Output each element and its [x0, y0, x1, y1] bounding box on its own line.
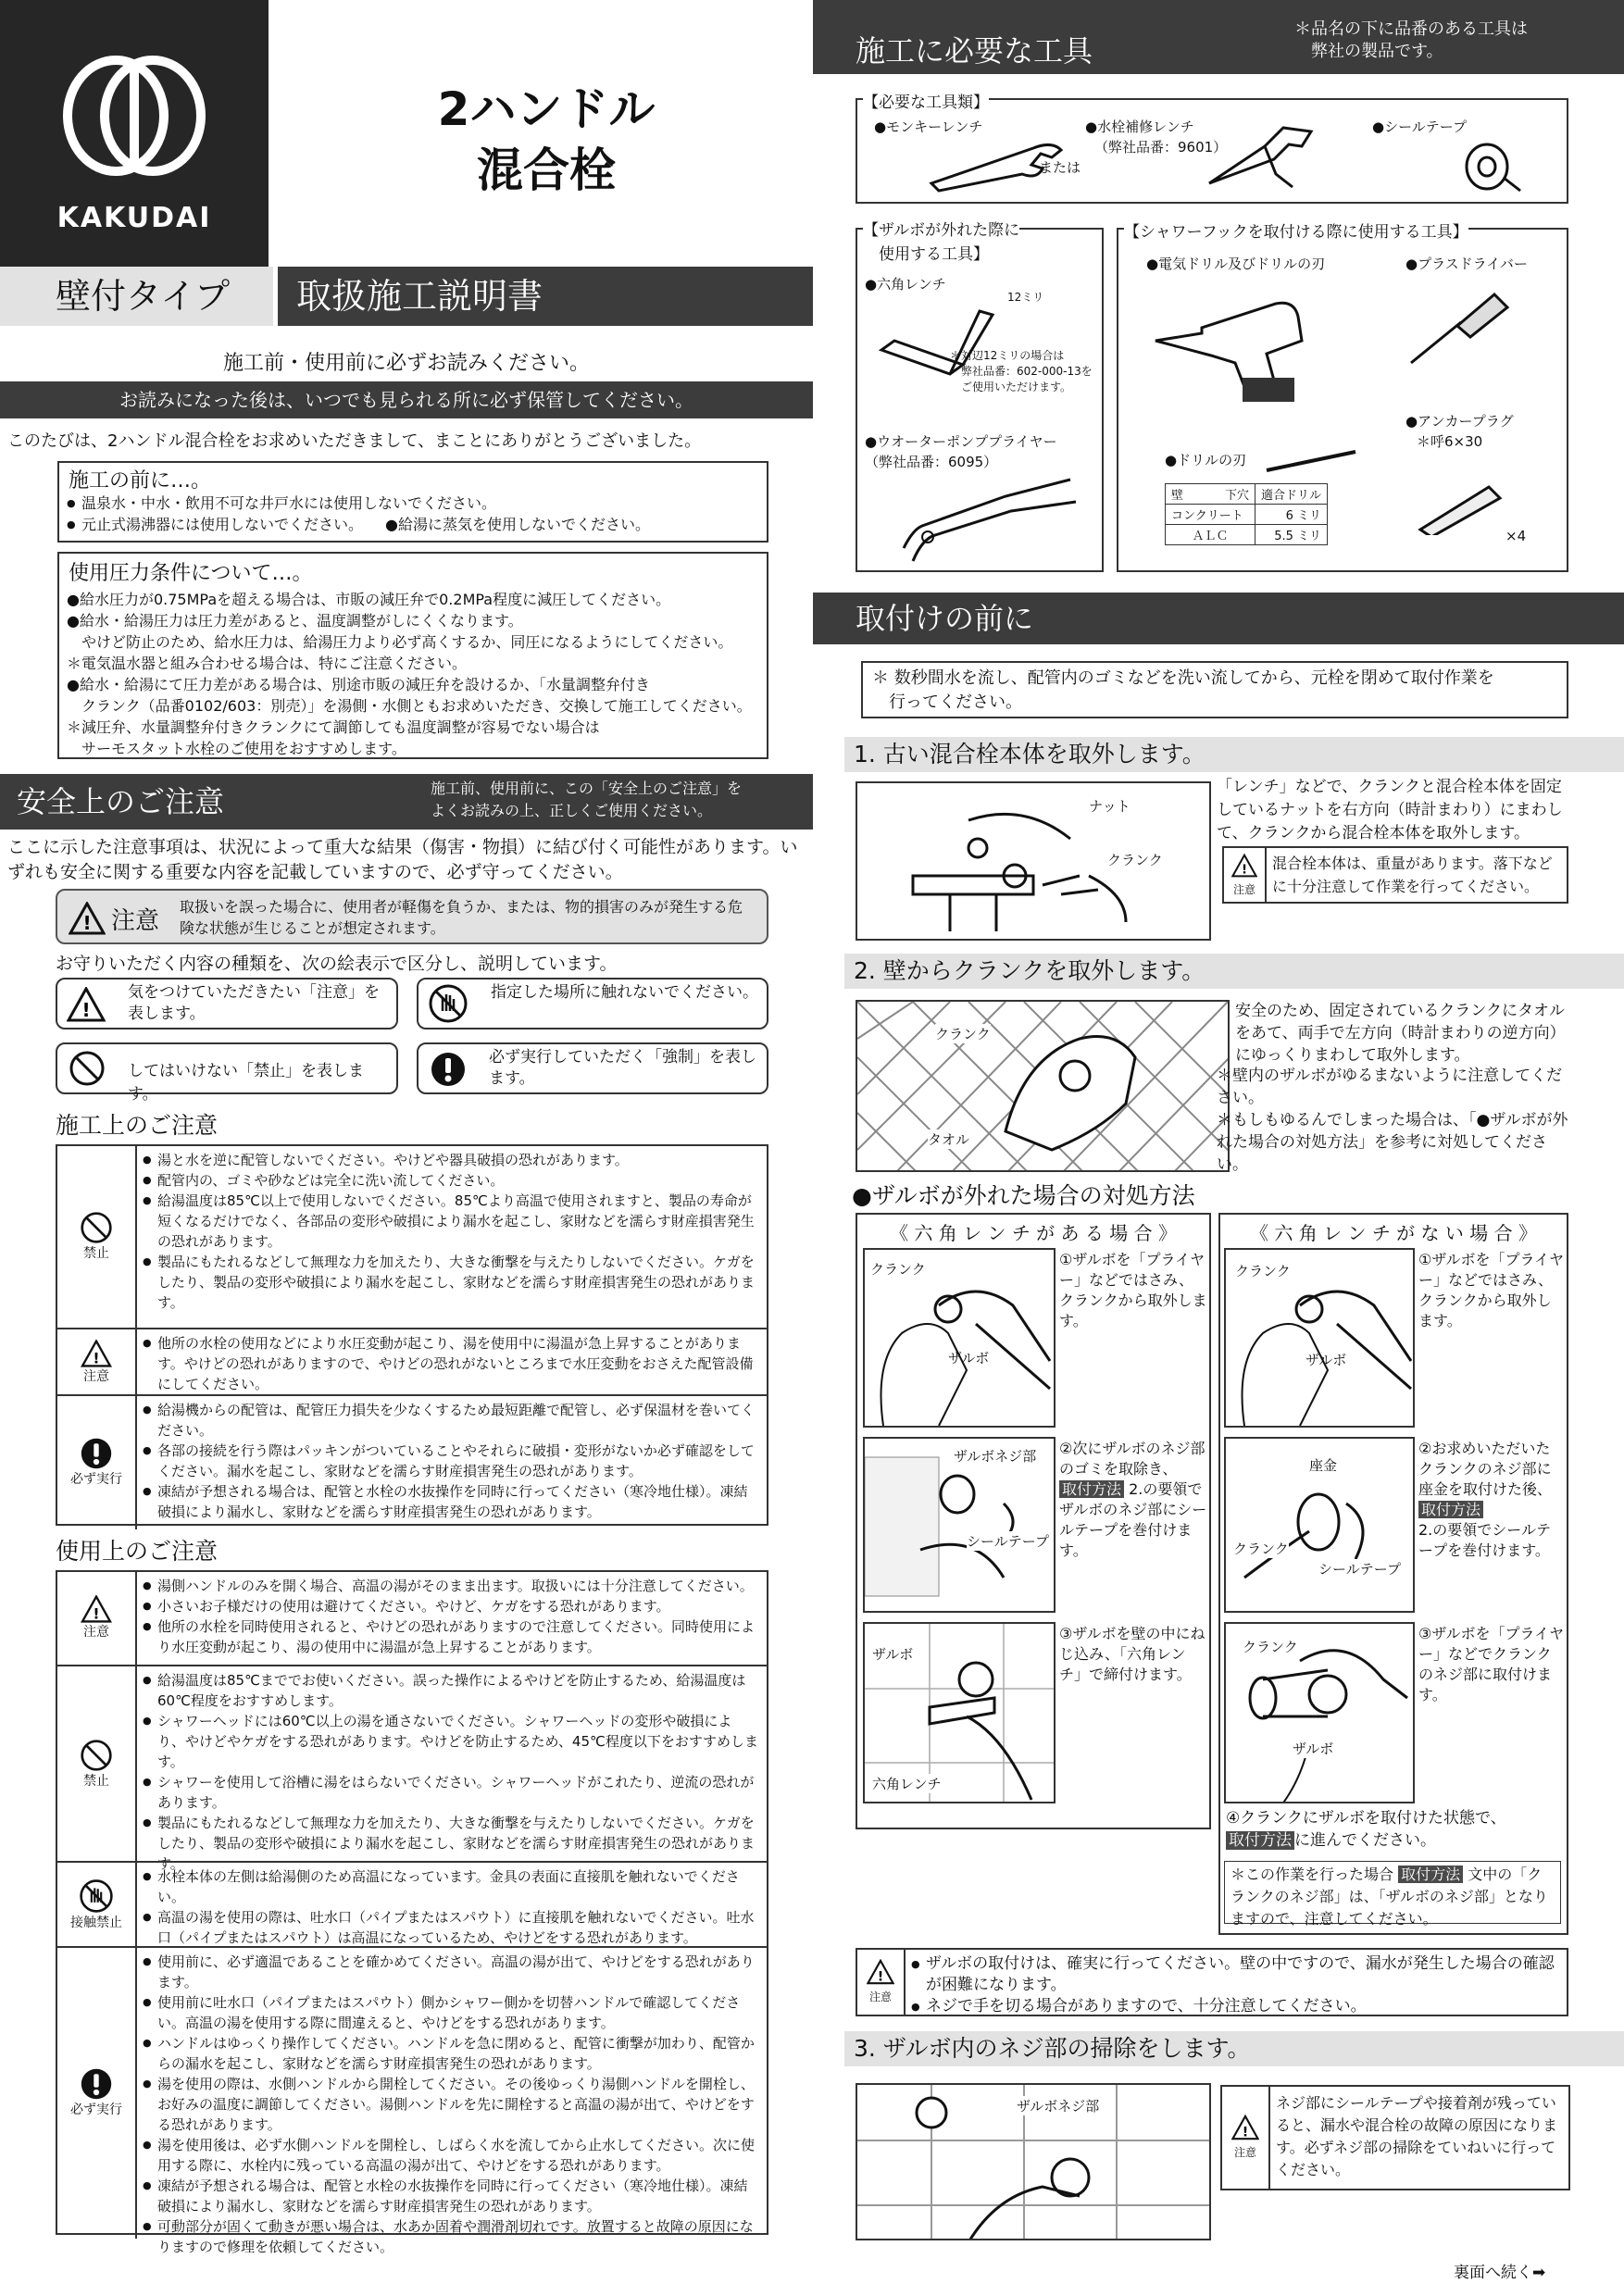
hex-wrench-note: ＊対辺12ミリの場合は 弊社品番：602-000-13を ご使用いただけます。: [950, 349, 1093, 393]
svg-text:!: !: [1241, 863, 1248, 878]
step2-note: ＊もしもゆるんでしまった場合は、「●ザルボが外れた場合の対処方法」を参考に対処してください。: [1217, 1111, 1568, 1174]
step-text: に進んでください。: [1294, 1831, 1436, 1850]
no-touch-icon: [428, 983, 468, 1024]
install-row-list: [143, 1150, 759, 1313]
zarubo-right-figure1: [1224, 1248, 1415, 1428]
caution-icon-cell: [1224, 848, 1267, 902]
warning-triangle-icon: [867, 1959, 894, 1985]
legend-mandatory: [417, 1042, 768, 1094]
thanks-text: このたびは、2ハンドル混合栓をお求めいただきまして、まことにありがとうございました。: [7, 431, 702, 451]
note-item: ● 湯を使用後は、必ず水側ハンドルを開栓し、しばらく水を流してから止水してください。次に使用する際に、水栓内に残っている高温の湯が出て、やけどをする恐れがあります。: [143, 2135, 759, 2176]
before-install-item: [67, 514, 650, 535]
monkey-wrench-label: ●モンキーレンチ: [874, 119, 983, 135]
table-cell: 6 ミリ: [1255, 505, 1328, 525]
note-item: ● 製品にもたれるなどして無理な力を加えたり、大きな衝撃を与えたりしないでください。ケガをしたり、製品の変形や破損により漏水を起こし、家財などを濡らす財産損害発生の恐れがあります。: [143, 1252, 759, 1313]
usage-row-list: [143, 1576, 759, 1657]
brand-logo: [0, 0, 269, 267]
note-item: ● 製品にもたれるなどして無理な力を加えたり、大きな衝撃を与えたりしないでください。ケガをしたり、製品の変形や破損により漏水を起こし、家財などを濡らす財産損害発生の恐れがあります。: [143, 1813, 759, 1874]
before-mount-note-box: [861, 661, 1568, 718]
zarubo-label: ザルボ: [1305, 1352, 1347, 1368]
install-row-icon-cell: [57, 1329, 137, 1396]
zarubo-title: ●ザルボが外れた場合の対処方法: [852, 1182, 1195, 1209]
required-tools-title: 【必要な工具類】: [863, 89, 989, 112]
pressure-line: やけど防止のため、給水圧力は、給湯圧力より必ず高くするか、同圧になるようにしてください。: [67, 633, 733, 651]
step2-title: 2. 壁からクランクを取外します。: [844, 954, 1624, 989]
tools-title: 施工に必要な工具: [856, 33, 1093, 69]
water-pump-plier-label: ●ウオーターポンププライヤー: [865, 433, 1057, 450]
step2-figure: [856, 1000, 1230, 1172]
legend-no-touch: [417, 978, 768, 1029]
note-item: ● ハンドルはゆっくり操作してください。ハンドルを急に閉めると、配管に衝撃が加わり、配管からの漏水を起こし、家財などを濡らす財産損害発生の恐れがあります。: [143, 2033, 759, 2074]
legend-mandatory-text: 必ず実行していただく「強制」を表します。: [489, 1048, 756, 1088]
note-item: ● 湯を使用の際は、水側ハンドルから開栓してください。その後ゆっくり湯側ハンドルを開栓し、お好みの温度に調節してください。湯側ハンドルを先に開栓すると高温の湯が出て、やけどをする恐れがあります。: [143, 2074, 759, 2135]
note-text: ＊この作業を行った場合: [1230, 1866, 1394, 1883]
hex-wrench-label: 六角レンチ: [872, 1776, 942, 1792]
prohibited-icon: [80, 1739, 113, 1772]
anchor-plug-qty: ×4: [1505, 528, 1527, 544]
zarubo-right-title: 《 六 角 レ ン チ が な い 場 合 》: [1250, 1222, 1537, 1244]
legend-intro: お守りいただく内容の種類を、次の絵表示で区分し、説明しています。: [56, 954, 618, 974]
usage-row-icon-cell: [57, 1666, 137, 1863]
required-tools-box: [856, 94, 1568, 204]
zarubo-right-step3: ③ザルボを「プライヤー」などでクランクのネジ部に取付けます。: [1418, 1625, 1565, 1703]
note-item: ● 湯側ハンドルのみを開く場合、高温の湯がそのまま出ます。取扱いには十分注意してください。: [143, 1576, 759, 1596]
zarubo-right-figure2: [1224, 1437, 1415, 1613]
safety-side-note: 施工前、使用前に、この「安全上のご注意」を よくお読みの上、正しくご使用ください。: [431, 780, 743, 819]
nut-label: ナット: [1089, 798, 1131, 815]
note-item: ● 他所の水栓の使用などにより水圧変動が起こり、湯を使用中に湯温が急上昇することがあります。やけどの恐れがありますので、やけどの恐れがないところまで水圧変動をおさえた配管設備にしてください。: [143, 1333, 759, 1394]
table-cell: 5.5 ミリ: [1255, 525, 1328, 545]
note-item: ● シャワーヘッドには60℃以上の湯を通さないでください。シャワーヘッドの変形や破損により、やけどやケガをする恐れがあります。やけどを防止するため、45℃程度以下をおすすめします。: [143, 1711, 759, 1772]
install-method-badge: 取付方法: [1398, 1866, 1463, 1883]
install-row-icon-cell: [57, 1396, 137, 1529]
usage-row-list: [143, 1866, 759, 1948]
icon-label: 注意: [83, 1624, 109, 1640]
install-row: [57, 1394, 767, 1529]
safety-title-bar: [0, 774, 813, 830]
before-mount-note: ＊ 数秒間水を流し、配管内のゴミなどを洗い流してから、元栓を閉めて取付作業を 行ってください。: [872, 668, 1494, 712]
crank-label: クランク: [1107, 852, 1163, 868]
install-method-badge: 取付方法: [1418, 1501, 1483, 1518]
keep-notice: お読みになった後は、いつでも見られる所に必ず保管してください。: [0, 381, 813, 418]
pressure-title: 使用圧力条件について…。: [69, 562, 313, 585]
note-item: ● 湯と水を逆に配管しないでください。やけどや器具破損の恐れがあります。: [143, 1150, 759, 1170]
step-text: ④クランクにザルボを取付けた状態で、: [1226, 1809, 1506, 1828]
svg-text:!: !: [81, 999, 91, 1021]
usage-row: [57, 1946, 767, 2255]
brand-name: KAKUDAI: [56, 202, 212, 234]
table-cell: コンクリート: [1166, 505, 1255, 525]
caution-definition-text: 取扱いを誤った場合に、使用者が軽傷を負うか、または、物的損害のみが発生する危険な状態が生じることが想定されます。: [180, 898, 743, 937]
crank-label: クランク: [870, 1261, 926, 1278]
legend-prohibit: [56, 1042, 398, 1104]
product-title: [278, 79, 815, 201]
icon-label: 禁止: [83, 1773, 109, 1789]
shower-tools-title: 【シャワーフックを取付ける際に使用する工具】: [1124, 218, 1468, 242]
install-method-badge: 取付方法: [1226, 1831, 1294, 1850]
install-row-list: [143, 1400, 759, 1522]
zarubo-tools-box: [856, 221, 1104, 572]
step-text: 2.の要領でシールテープを巻付けます。: [1418, 1521, 1551, 1559]
zarubo-left-step1: ①ザルボを「プライヤー」などではさみ、クランクから取外します。: [1059, 1251, 1207, 1329]
manual-label: 取扱施工説明書: [278, 267, 813, 326]
zarubo-thread-label: ザルボネジ部: [954, 1448, 1037, 1465]
before-install-item-a: 元止式湯沸器には使用しないでください。: [81, 516, 356, 533]
warning-triangle-icon: [1231, 2115, 1259, 2140]
usage-row: [57, 1861, 767, 1948]
drill-size-table: [1165, 483, 1328, 545]
warning-triangle-icon: [81, 1340, 112, 1367]
no-touch-icon: [79, 1878, 114, 1914]
note-item: ● シャワーを使用して浴槽に湯をはらないでください。シャワーヘッドがこれたり、逆流の恐れがあります。: [143, 1772, 759, 1813]
before-mount-title: 取付けの前に: [856, 601, 1034, 636]
tools-title-bar: [813, 0, 1624, 74]
caution-icon-cell: [857, 1950, 906, 2015]
note-item: ● 小さいお子様だけの使用は避けてください。やけど、ケガをする恐れがあります。: [143, 1596, 759, 1616]
pressure-lines: [67, 589, 752, 759]
read-notice: 施工前・使用前に必ずお読みください。: [222, 352, 590, 375]
crank-label: クランク: [935, 1026, 991, 1042]
legend-caution-text: 気をつけていただきたい「注意」を表します。: [128, 983, 380, 1023]
note-item: ● 給湯温度は85℃以上で使用しないでください。85℃より高温で使用されますと、製品の寿命が短くなるだけでなく、各部品の変形や破損により漏水を起こし、家財などを濡らす財産損害発生の恐れがあります。: [143, 1191, 759, 1252]
zarubo-tools-title: 【ザルボが外れた際に 使用する工具】: [863, 218, 1019, 267]
zarubo-right-note-box: [1224, 1861, 1561, 1928]
install-row-list: [143, 1333, 759, 1394]
note-item: ● 高温の湯を使用の際は、吐水口（パイプまたはスパウト）に直接肌を触れないでください。吐水口（パイプまたはスパウト）は高温になっているため、やけどをする恐れがあります。: [143, 1907, 759, 1948]
crank-label: クランク: [1235, 1263, 1291, 1279]
caution-item: ● ザルボの取付けは、確実に行ってください。壁の中ですので、漏水が発生した場合の確認が困難になります。: [911, 1953, 1559, 1996]
water-pump-plier-icon: [894, 474, 1080, 567]
hex-size-label: 12ミリ: [1007, 291, 1044, 304]
step1-caution-box: [1222, 846, 1568, 904]
note-item: ● 配管内の、ゴミや砂などは完全に洗い流してください。: [143, 1170, 759, 1191]
step-text: ②お求めいただいたクランクのネジ部に座金を取付けた後、: [1418, 1440, 1553, 1498]
usage-row-icon-cell: [57, 1572, 137, 1665]
note-item: ● 可動部分が固くて動きが悪い場合は、水あか固着や潤滑剤切れです。放置すると故障の原因になりますので修理を依頼してください。: [143, 2216, 759, 2257]
electric-drill-icon: [1146, 276, 1331, 406]
shower-tools-box: [1117, 223, 1568, 572]
install-method-badge: 取付方法: [1059, 1480, 1124, 1498]
prohibited-icon: [69, 1050, 106, 1087]
warning-triangle-icon: [81, 1595, 112, 1623]
note-item: ● 他所の水栓を同時使用されると、やけどの恐れがありますので注意してください。同時使用により水圧変動が起こり、湯の使用中に湯温が急上昇することがあります。: [143, 1616, 759, 1657]
svg-text:!: !: [82, 912, 92, 934]
step3-caution-text: ネジ部にシールテープや接着剤が残っていると、漏水や混合栓の故障の原因になります。必ずネジ部の掃除をていねいに行ってください。: [1276, 2094, 1558, 2178]
anchor-plug-label: ●アンカープラグ: [1405, 413, 1514, 430]
plus-driver-icon: [1405, 285, 1517, 368]
mandatory-icon: [430, 1051, 467, 1088]
step-text: ②次にザルボのネジ部のゴミを取除き、: [1059, 1440, 1206, 1478]
install-notes-table: [56, 1144, 768, 1526]
icon-label: 必ず実行: [70, 2102, 122, 2117]
mandatory-icon: [80, 2067, 113, 2101]
electric-drill-label: ●電気ドリル及びドリルの刃: [1146, 256, 1326, 272]
step3-caution-box: [1220, 2085, 1570, 2190]
svg-text:!: !: [877, 1969, 884, 1985]
table-cell: ＡＬＣ: [1166, 525, 1255, 545]
pressure-line: サーモスタット水栓のご使用をおすすめします。: [67, 740, 406, 757]
note-item: ● 給湯温度は85℃まででお使いください。誤った操作によるやけどを防止するため、給湯温度は60℃程度をおすすめします。: [143, 1670, 759, 1711]
seal-tape-label: シールテープ: [967, 1533, 1049, 1550]
safety-intro: ここに示した注意事項は、状況によって重大な結果（傷害・物損）に結び付く可能性があります。いずれも安全に関する重要な内容を記載していますので、必ず守ってください。: [7, 837, 798, 882]
note-item: ● 水栓本体の左側は給湯側のため高温になっています。金具の表面に直接肌を触れないでください。: [143, 1866, 759, 1907]
pressure-line: ●給水・給湯にて圧力差がある場合は、別途市販の減圧弁を設けるか、「水量調整弁付き: [67, 676, 650, 693]
or-label: または: [1039, 159, 1081, 176]
water-pump-plier-number: （弊社品番：6095）: [865, 454, 998, 470]
caution-label: 注意: [111, 907, 160, 935]
usage-row: [57, 1572, 767, 1665]
icon-label: 必ず実行: [70, 1471, 122, 1487]
install-notes-title: 施工上のご注意: [56, 1112, 219, 1139]
install-row: [57, 1146, 767, 1328]
zarubo-left-figure2: [863, 1437, 1056, 1613]
zarubo-right-note: [1230, 1864, 1555, 1930]
faucet-wrench-icon: [1200, 119, 1330, 193]
crank-label: クランク: [1243, 1639, 1298, 1655]
title-line2: 混合栓: [477, 144, 616, 197]
pressure-line: ●給水・給湯圧力は圧力差があると、温度調整がしにくくなります。: [67, 612, 523, 630]
pressure-line: ●給水圧力が0.75MPaを超える場合は、市販の減圧弁で0.2MPa程度に減圧してください。: [67, 591, 671, 608]
legend-caution: [56, 978, 398, 1029]
step3-title: 3. ザルボ内のネジ部の掃除をします。: [844, 2031, 1624, 2066]
caution-item: ● ネジで手を切る場合がありますので、十分注意してください。: [911, 1996, 1559, 2017]
caution-label: 注意: [1233, 2146, 1256, 2159]
step2-notes: [1217, 1065, 1572, 1176]
zarubo-right-figure3: [1224, 1622, 1415, 1803]
note-item: ● 給湯機からの配管は、配管圧力損失を少なくするため最短距離で配管し、必ず保温材を巻いてください。: [143, 1400, 759, 1441]
zarubo-label: ザルボ: [948, 1350, 990, 1366]
svg-text:!: !: [1242, 2125, 1249, 2140]
note-item: ● 凍結が予想される場合は、配管と水栓の水抜操作を同時に行ってください（寒冷地仕様）。凍結破損により漏水し、家財などを濡らす財産損害発生の恐れがあります。: [143, 2176, 759, 2216]
icon-label: 禁止: [83, 1245, 109, 1261]
table-header: 適合ドリル: [1255, 484, 1328, 505]
note-item: ● 凍結が予想される場合は、配管と水栓の水抜操作を同時に行ってください（寒冷地仕様）。凍結破損により漏水し、家財などを濡らす財産損害発生の恐れがあります。: [143, 1481, 759, 1522]
icon-label: 接触禁止: [70, 1915, 122, 1930]
faucet-wrench-label: ●水栓補修レンチ: [1085, 119, 1194, 135]
seal-tape-label: シールテープ: [1318, 1561, 1401, 1578]
zarubo-caution-list: [911, 1953, 1559, 2017]
washer-label: 座金: [1309, 1457, 1338, 1474]
zarubo-thread-label: ザルボネジ部: [1017, 2098, 1100, 2115]
step-text: 2.の要領でザルボのネジ部にシールテープを巻付けます。: [1059, 1480, 1207, 1559]
svg-text:!: !: [93, 1348, 100, 1366]
step2-text: 安全のため、固定されているクランクにタオルをあて、両手で左方向（時計まわりの逆方向）にゆっくりまわして取外します。: [1235, 1002, 1566, 1065]
kakudai-logo-icon: [0, 0, 269, 213]
step3-figure: [856, 2083, 1211, 2240]
table-header-wall: 壁: [1171, 489, 1184, 503]
zarubo-left-figure1: [863, 1248, 1056, 1428]
pressure-line: ＊電気温水器と組み合わせる場合は、特にご注意ください。: [67, 655, 468, 672]
zarubo-right-step2: [1418, 1439, 1565, 1561]
usage-row-list: [143, 1670, 759, 1874]
note-item: ● 使用前に、必ず適温であることを確かめてください。高温の湯が出て、やけどをする恐れがあります。: [143, 1952, 759, 1992]
drill-bit-label: ●ドリルの刃: [1165, 452, 1247, 468]
usage-notes-title: 使用上のご注意: [56, 1538, 219, 1565]
table-header: [1166, 484, 1255, 505]
zarubo-left-step3: ③ザルボを壁の中にねじ込み、「六角レンチ」で締付けます。: [1059, 1625, 1206, 1683]
faucet-wrench-number: （弊社品番：9601）: [1094, 139, 1228, 156]
caution-label: 注意: [1232, 883, 1255, 896]
safety-title: 安全上のご注意: [17, 784, 225, 819]
title-line1: 2ハンドル: [437, 82, 656, 136]
zarubo-right-step4: [1226, 1807, 1563, 1852]
caution-icon-cell: [1222, 2087, 1270, 2189]
step1-caution-text: 混合栓本体は、重量があります。落下などに十分注意して作業を行ってください。: [1272, 855, 1553, 895]
zarubo-label: ザルボ: [1293, 1741, 1334, 1757]
before-install-item-b: 給湯に蒸気を使用しないでください。: [398, 516, 651, 533]
plus-driver-label: ●プラスドライバー: [1405, 256, 1528, 272]
step2-note: ＊壁内のザルボがゆるまないように注意してください。: [1217, 1067, 1563, 1107]
zarubo-left-step2: [1059, 1439, 1207, 1561]
pressure-box: [57, 552, 768, 759]
legend-no-touch-text: 指定した場所に触れないでください。: [491, 983, 758, 1002]
before-install-list: [67, 493, 650, 535]
seal-tape-icon: [1459, 139, 1524, 194]
pressure-line: クランク（品番0102/603：別売）」を湯側・水側ともお求めいただき、交換して施工してください。: [67, 697, 752, 715]
zarubo-right-step1: ①ザルボを「プライヤー」などではさみ、クランクから取外します。: [1418, 1251, 1565, 1329]
usage-row-list: [143, 1952, 759, 2257]
bullet: ●: [385, 516, 398, 533]
type-label: 壁付タイプ: [0, 267, 273, 326]
step1-title: 1. 古い混合栓本体を取外します。: [844, 737, 1624, 772]
mandatory-icon: [80, 1437, 113, 1470]
warning-triangle-icon: [1231, 854, 1257, 878]
usage-row-icon-cell: [57, 1948, 137, 2239]
anchor-plug-spec: ＊呼6×30: [1417, 433, 1483, 450]
zarubo-caution-box: [856, 1948, 1568, 2016]
drill-bit-icon: [1263, 448, 1365, 476]
anchor-plug-icon: [1415, 480, 1507, 535]
usage-row-icon-cell: [57, 1863, 137, 1948]
step1-figure: [856, 781, 1211, 941]
zarubo-label: ザルボ: [872, 1646, 914, 1663]
legend-prohibit-text: してはいけない「禁止」を表します。: [128, 1062, 364, 1104]
svg-text:!: !: [93, 1603, 100, 1622]
continue-label: 裏面へ続く➡: [1454, 2264, 1546, 2282]
caution-label: 注意: [868, 1990, 892, 2003]
warning-triangle-icon: [67, 987, 106, 1022]
note-item: ● 使用前に吐水口（パイプまたはスパウト）側かシャワー側かを切替ハンドルで確認してください。高温の湯を使用する際に間違えると、やけどをする恐れがあります。: [143, 1992, 759, 2033]
hex-wrench-label: ●六角レンチ: [865, 276, 946, 293]
tools-note: ＊品名の下に品番のある工具は 弊社の製品です。: [1294, 19, 1528, 61]
install-row: [57, 1328, 767, 1396]
usage-notes-table: [56, 1570, 768, 2255]
warning-triangle-icon: [69, 902, 106, 935]
usage-row: [57, 1665, 767, 1872]
zarubo-left-title: 《 六 角 レ ン チ が あ る 場 合 》: [890, 1222, 1177, 1244]
caution-definition: [56, 889, 768, 944]
table-header-hole: 下穴: [1224, 489, 1249, 503]
install-row-icon-cell: [57, 1146, 137, 1328]
zarubo-left-figure3: [863, 1622, 1056, 1803]
before-mount-title-bar: [813, 593, 1624, 644]
note-item: ● 各部の接続を行う際はパッキンがついていることやそれらに破損・変形がないか必ず確認をしてください。漏水を起こし、家財などを濡らす財産損害発生の恐れがあります。: [143, 1441, 759, 1481]
towel-label: タオル: [928, 1131, 970, 1148]
crank-label: クランク: [1233, 1541, 1289, 1557]
pressure-line: ＊減圧弁、水量調整弁付きクランクにて調節しても温度調整が容易でない場合は: [67, 718, 600, 736]
tile-wall-illustration-icon: [857, 1002, 1230, 1172]
note-text: 文中の「クランクのネジ部」は、「ザルボのネジ部」となりますので、注意してください。: [1230, 1866, 1548, 1928]
prohibited-icon: [80, 1211, 113, 1244]
icon-label: 注意: [83, 1368, 109, 1384]
before-install-box: [57, 461, 768, 543]
before-install-title: 施工の前に…。: [69, 469, 212, 493]
before-install-item: ● 温泉水・中水・飲用不可な井戸水には使用しないでください。: [67, 493, 650, 514]
step1-text: 「レンチ」などで、クランクと混合栓本体を固定しているナットを右方向（時計まわり）にまわして、クランクから混合栓本体を取外します。: [1217, 778, 1563, 842]
seal-tape-label: ●シールテープ: [1372, 119, 1468, 135]
